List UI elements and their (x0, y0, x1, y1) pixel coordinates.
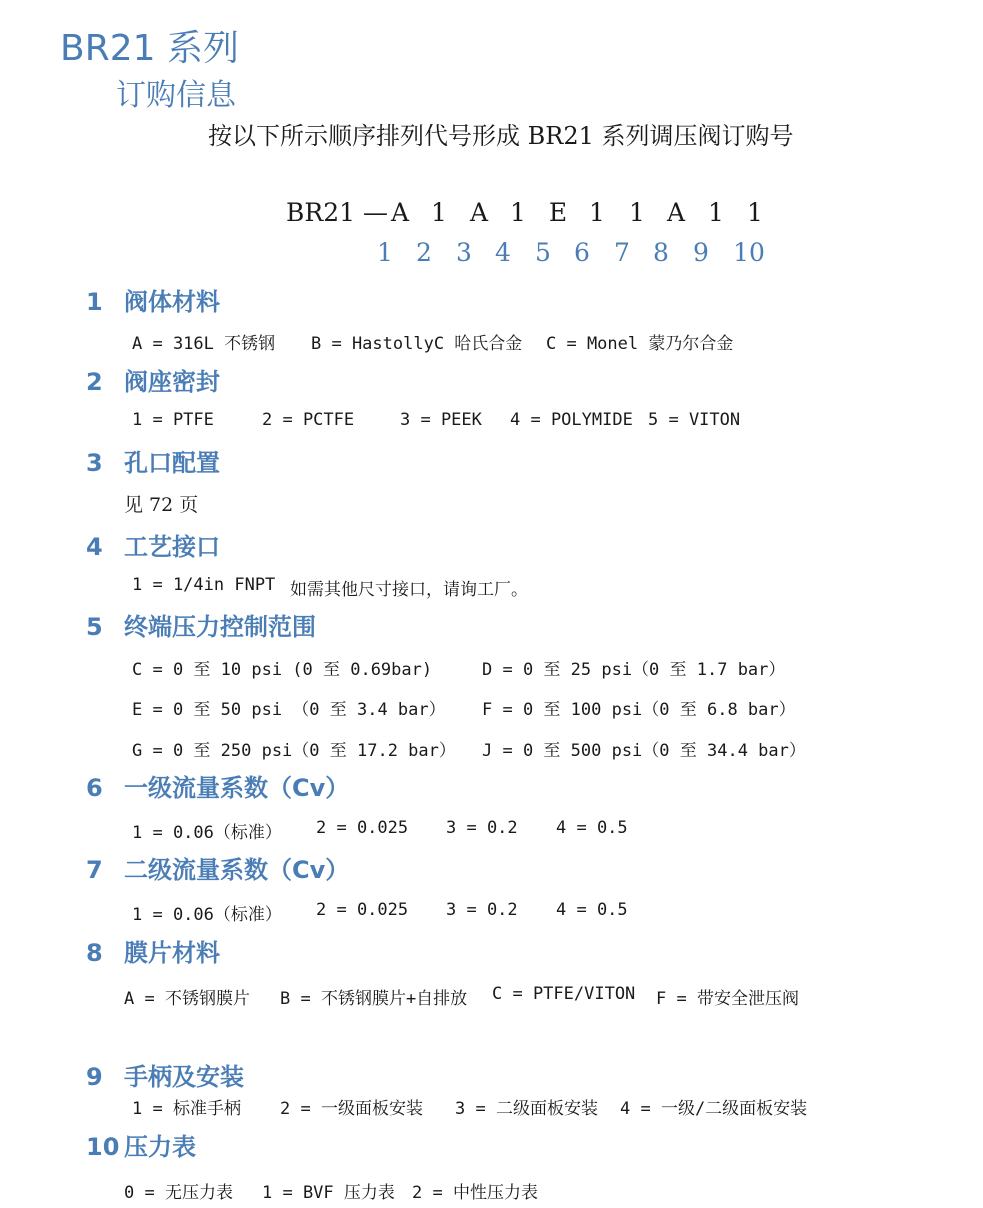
section-header (86, 607, 316, 642)
option-item: 2 = 中性压力表 (412, 1183, 538, 1203)
series-title: BR21 系列 (60, 28, 239, 69)
section-number: 7 (86, 856, 103, 884)
option-item: B = 不锈钢膜片+自排放 (280, 989, 468, 1009)
option-item: 1 = 0.06（标准） (132, 823, 282, 843)
position-number: 6 (574, 238, 590, 267)
option-item: 1 = 1/4in FNPT (132, 575, 276, 595)
option-item: A = 316L 不锈钢 (132, 334, 276, 354)
code-char: E (548, 198, 568, 227)
section-title: 终端压力控制范围 (124, 613, 316, 641)
section-header (86, 443, 220, 478)
option-item: 4 = 0.5 (556, 900, 628, 920)
position-number: 2 (416, 238, 432, 267)
section-title: 二级流量系数（Cv） (124, 856, 350, 884)
section-number: 8 (86, 939, 103, 967)
option-item: 5 = VITON (648, 410, 741, 430)
section-header (86, 768, 349, 803)
position-number: 8 (653, 238, 669, 267)
option-item: 4 = POLYMIDE (510, 410, 633, 430)
order-info-title: 订购信息 (116, 78, 236, 113)
option-item: 2 = 一级面板安装 (280, 1099, 423, 1119)
option-item: 见 72 页 (124, 494, 199, 516)
position-number: 4 (495, 238, 511, 267)
option-item: 1 = BVF 压力表 (262, 1183, 395, 1203)
section-number: 10 (86, 1133, 120, 1161)
section-number: 9 (86, 1063, 103, 1091)
option-item: 2 = 0.025 (316, 818, 409, 838)
code-char: 1 (747, 198, 763, 227)
section-title: 压力表 (124, 1133, 196, 1161)
option-item: G = 0 至 250 psi（0 至 17.2 bar） (132, 741, 456, 761)
option-item: 3 = 0.2 (446, 818, 518, 838)
instruction-text: 按以下所示顺序排列代号形成 BR21 系列调压阀订购号 (208, 122, 794, 150)
section-header (86, 527, 220, 562)
option-item: 3 = 0.2 (446, 900, 518, 920)
position-number: 5 (535, 238, 551, 267)
code-char: 1 (431, 198, 447, 227)
code-char: A (390, 198, 410, 227)
option-item: E = 0 至 50 psi （0 至 3.4 bar） (132, 700, 446, 720)
section-title: 工艺接口 (124, 533, 220, 561)
section-number: 4 (86, 533, 103, 561)
section-number: 3 (86, 449, 103, 477)
section-header (86, 933, 220, 968)
code-char: A (469, 198, 489, 227)
section-header (86, 850, 349, 885)
option-item: 2 = PCTFE (262, 410, 355, 430)
option-item: A = 不锈钢膜片 (124, 989, 250, 1009)
option-item: F = 带安全泄压阀 (656, 989, 799, 1009)
option-item: 3 = PEEK (400, 410, 482, 430)
option-item: 1 = 标准手柄 (132, 1099, 241, 1119)
section-header (86, 1057, 244, 1092)
position-number: 7 (614, 238, 630, 267)
option-item: 4 = 0.5 (556, 818, 628, 838)
option-item: C = Monel 蒙乃尔合金 (546, 334, 734, 354)
section-title: 孔口配置 (124, 449, 220, 477)
position-number: 9 (693, 238, 709, 267)
position-number: 3 (456, 238, 472, 267)
section-title: 一级流量系数（Cv） (124, 774, 350, 802)
code-char: 1 (589, 198, 605, 227)
code-char: 1 (708, 198, 724, 227)
section-title: 膜片材料 (124, 939, 220, 967)
option-item: 1 = PTFE (132, 410, 214, 430)
section-number: 2 (86, 368, 103, 396)
option-item: 1 = 0.06（标准） (132, 905, 282, 925)
option-item: C = PTFE/VITON (492, 984, 636, 1004)
section-title: 阀座密封 (124, 368, 220, 396)
option-item: J = 0 至 500 psi（0 至 34.4 bar） (482, 741, 806, 761)
option-item: C = 0 至 10 psi (0 至 0.69bar) (132, 660, 433, 680)
option-item: D = 0 至 25 psi（0 至 1.7 bar） (482, 660, 786, 680)
position-number: 10 (733, 238, 765, 267)
section-header (86, 282, 220, 317)
code-char: 1 (510, 198, 526, 227)
section-title: 阀体材料 (124, 288, 220, 316)
section-header (86, 1127, 196, 1162)
section-number: 6 (86, 774, 103, 802)
option-item: 3 = 二级面板安装 (455, 1099, 598, 1119)
position-number: 1 (377, 238, 393, 267)
option-item: F = 0 至 100 psi（0 至 6.8 bar） (482, 700, 796, 720)
option-item: 0 = 无压力表 (124, 1183, 233, 1203)
option-item: 2 = 0.025 (316, 900, 409, 920)
code-char: 1 (629, 198, 645, 227)
section-title: 手柄及安装 (124, 1063, 244, 1091)
section-header (86, 362, 220, 397)
code-char: A (666, 198, 686, 227)
code-prefix: BR21 — (286, 198, 388, 227)
option-item: B = HastollyC 哈氏合金 (311, 334, 523, 354)
option-note: 如需其他尺寸接口，请询工厂。 (290, 580, 528, 600)
section-number: 5 (86, 613, 103, 641)
option-item: 4 = 一级/二级面板安装 (620, 1099, 808, 1119)
section-number: 1 (86, 288, 103, 316)
